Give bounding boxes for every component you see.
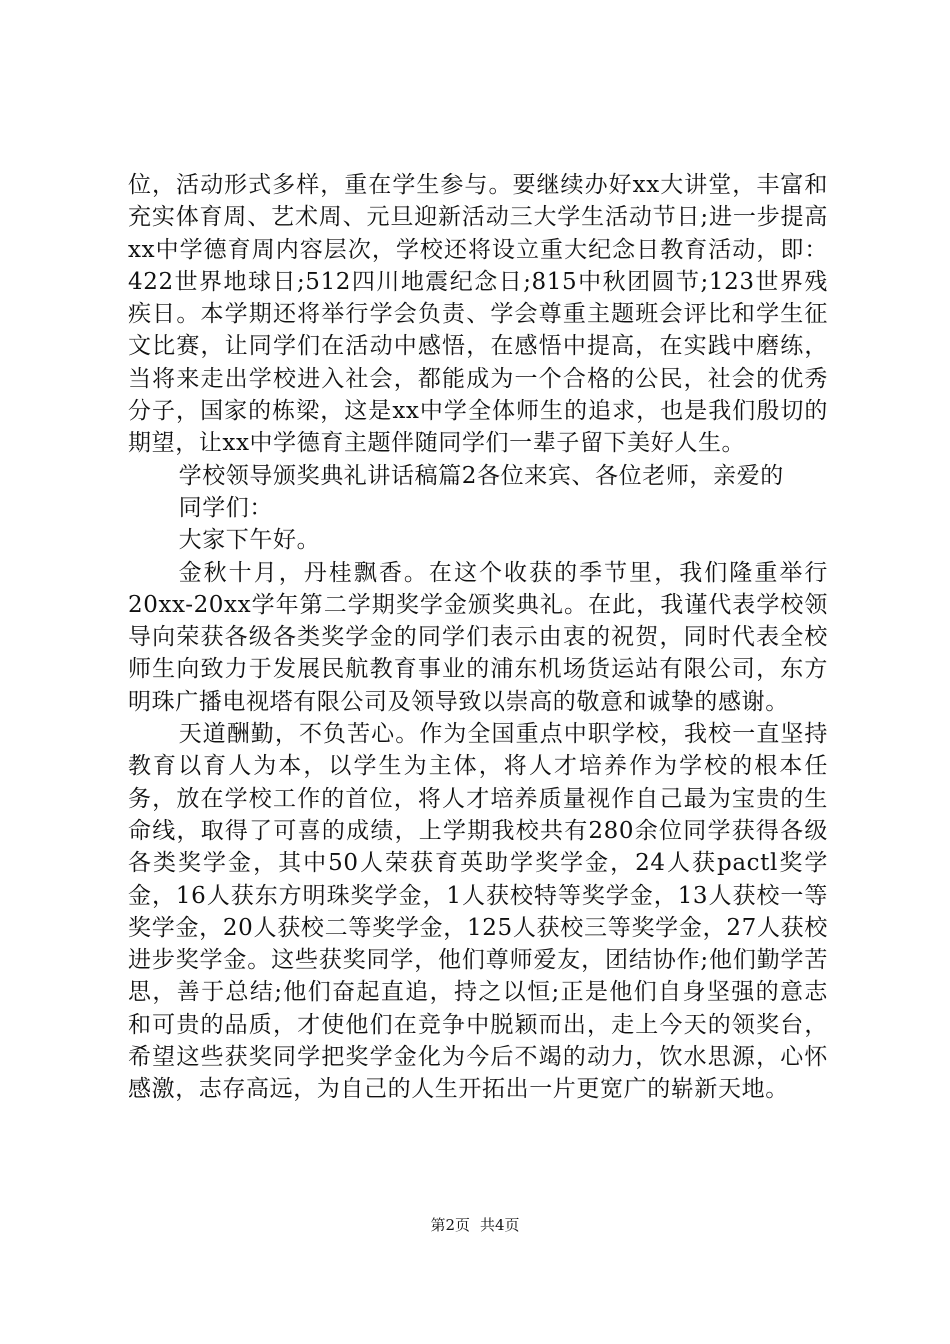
- paragraph-5: 金秋十月，丹桂飘香。在这个收获的季节里，我们隆重举行20xx-20xx学年第二学期奖学金颁奖典礼。在此，我谨代表学校领导向荣获各级各类奖学金的同学们表示由衷的祝贺，同时代表全校师生向致力于发展民航教育事业的浦东机场货运站有限公司，东方明珠广播电视塔有限公司及领导致以崇高的敬意和诚挚的感谢。: [128, 559, 828, 715]
- document-body: [128, 169, 828, 1106]
- page-footer: [0, 1215, 950, 1235]
- paragraph-4: 大家下午好。: [178, 527, 321, 554]
- paragraph-6: 天道酬勤，不负苦心。作为全国重点中职学校，我校一直坚持教育以育人为本，以学生为主体，将人才培养作为学校的根本任务，放在学校工作的首位，将人才培养质量视作自己最为宝贵的生命线，取得了可喜的成绩，上学期我校共有280余位同学获得各级各类奖学金，其中50人荣获育英助学奖学金，24人获pactl奖学金，16人获东方明珠奖学金，1人获校特等奖学金，13人获校一等奖学金，20人获校二等奖学金，125人获校三等奖学金，27人获校进步奖学金。这些获奖同学，他们尊师爱友，团结协作;他们勤学苦思，善于总结;他们奋起直追，持之以恒;正是他们自身坚强的意志和可贵的品质，才使他们在竞争中脱颖而出，走上今天的领奖台，希望这些获奖同学把奖学金化为今后不竭的动力，饮水思源，心怀感激，志存高远，为自己的人生开拓出一片更宽广的崭新天地。: [128, 721, 828, 1103]
- paragraph-1: 位，活动形式多样，重在学生参与。要继续办好xx大讲堂，丰富和充实体育周、艺术周、元旦迎新活动三大学生活动节日;进一步提高xx中学德育周内容层次，学校还将设立重大纪念日教育活动，即：422世界地球日;512四川地震纪念日;815中秋团圆节;123世界残疾日。本学期还将举行学会负责、学会尊重主题班会评比和学生征文比赛，让同学们在活动中感悟，在感悟中提高，在实践中磨练，当将来走出学校进入社会，都能成为一个合格的公民，社会的优秀分子，国家的栋梁，这是xx中学全体师生的追求，也是我们殷切的期望，让xx中学德育主题伴随同学们一辈子留下美好人生。: [128, 172, 828, 457]
- paragraph-2: 学校领导颁奖典礼讲话稿篇2各位来宾、各位老师，亲爱的: [178, 462, 784, 489]
- page-total: 共4页: [480, 1216, 520, 1234]
- paragraph-3: 同学们：: [178, 494, 273, 521]
- page-number: 第2页: [430, 1216, 470, 1234]
